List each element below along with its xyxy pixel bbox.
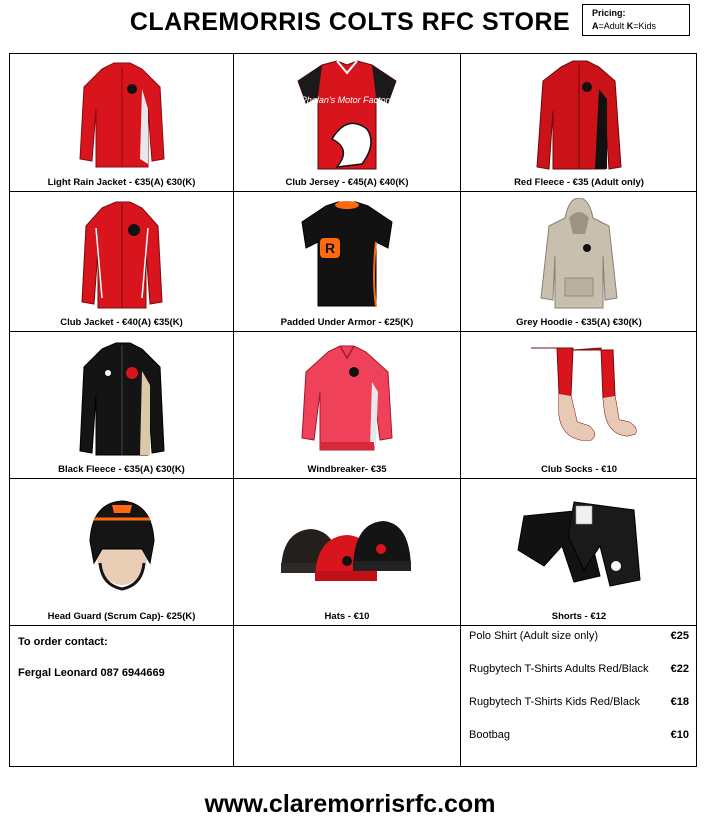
jersey-sponsor-text: Phelan's Motor Factors	[300, 95, 394, 105]
black-under-armor-icon	[234, 196, 460, 315]
contact-heading: To order contact:	[18, 636, 108, 648]
product-cell	[461, 192, 697, 331]
product-caption: Club Jersey - €45(A) €40(K)	[285, 177, 409, 188]
product-cell	[234, 54, 460, 191]
product-caption: Shorts - €12	[551, 611, 607, 622]
product-caption: Club Jacket - €40(A) €35(K)	[60, 317, 183, 328]
price-amount: €22	[670, 663, 689, 675]
red-socks-icon	[461, 336, 697, 462]
black-shorts-icon	[461, 483, 697, 609]
product-caption: Light Rain Jacket - €35(A) €30(K)	[47, 177, 196, 188]
price-list	[469, 628, 689, 760]
price-item: Bootbag	[469, 729, 510, 741]
contact-block	[18, 636, 165, 698]
product-caption: Hats - €10	[324, 611, 370, 622]
price-list-cell	[461, 626, 697, 766]
product-cell	[10, 54, 233, 191]
product-caption: Club Socks - €10	[540, 464, 618, 475]
product-cell	[461, 479, 697, 625]
price-item: Rugbytech T-Shirts Kids Red/Black	[469, 696, 640, 708]
product-cell	[234, 479, 460, 625]
product-caption: Head Guard (Scrum Cap)- €25(K)	[47, 611, 196, 622]
price-item: Polo Shirt (Adult size only)	[469, 630, 598, 642]
price-row	[469, 661, 689, 694]
price-amount: €18	[670, 696, 689, 708]
product-caption: Padded Under Armor - €25(K)	[280, 317, 414, 328]
price-item: Rugbytech T-Shirts Adults Red/Black	[469, 663, 649, 675]
price-row	[469, 694, 689, 727]
product-caption: Grey Hoodie - €35(A) €30(K)	[516, 317, 642, 328]
empty-cell	[234, 626, 460, 766]
red-fleece-icon	[461, 58, 697, 175]
scrum-cap-icon	[10, 483, 233, 609]
price-amount: €25	[670, 630, 689, 642]
grey-hoodie-icon	[461, 196, 697, 315]
product-cell	[234, 192, 460, 331]
product-caption: Windbreaker- €35	[307, 464, 387, 475]
product-cell	[461, 54, 697, 191]
store-title: CLAREMORRIS COLTS RFC STORE	[129, 8, 571, 36]
product-cell	[461, 332, 697, 478]
price-amount: €10	[670, 729, 689, 741]
pricing-label: Pricing:	[592, 8, 626, 18]
pink-windbreaker-icon	[234, 336, 460, 462]
beanie-hats-icon	[234, 483, 460, 609]
red-rain-jacket-icon	[10, 58, 233, 175]
price-row	[469, 628, 689, 661]
pricing-key: A=Adult K=Kids	[592, 21, 657, 31]
price-row	[469, 727, 689, 760]
red-club-jacket-icon	[10, 196, 233, 315]
product-grid	[9, 53, 697, 767]
product-cell	[234, 332, 460, 478]
svg-text:R: R	[324, 240, 336, 256]
black-fleece-icon	[10, 336, 233, 462]
product-cell	[10, 332, 233, 478]
product-caption: Black Fleece - €35(A) €30(K)	[58, 464, 185, 475]
red-jersey-icon	[234, 58, 460, 175]
product-caption: Red Fleece - €35 (Adult only)	[514, 177, 644, 188]
product-cell	[10, 192, 233, 331]
pricing-legend	[582, 4, 690, 36]
website-url[interactable]: www.claremorrisrfc.com	[204, 790, 496, 818]
contact-person: Fergal Leonard 087 6944669	[18, 667, 165, 679]
product-cell	[10, 479, 233, 625]
contact-cell	[10, 626, 233, 766]
